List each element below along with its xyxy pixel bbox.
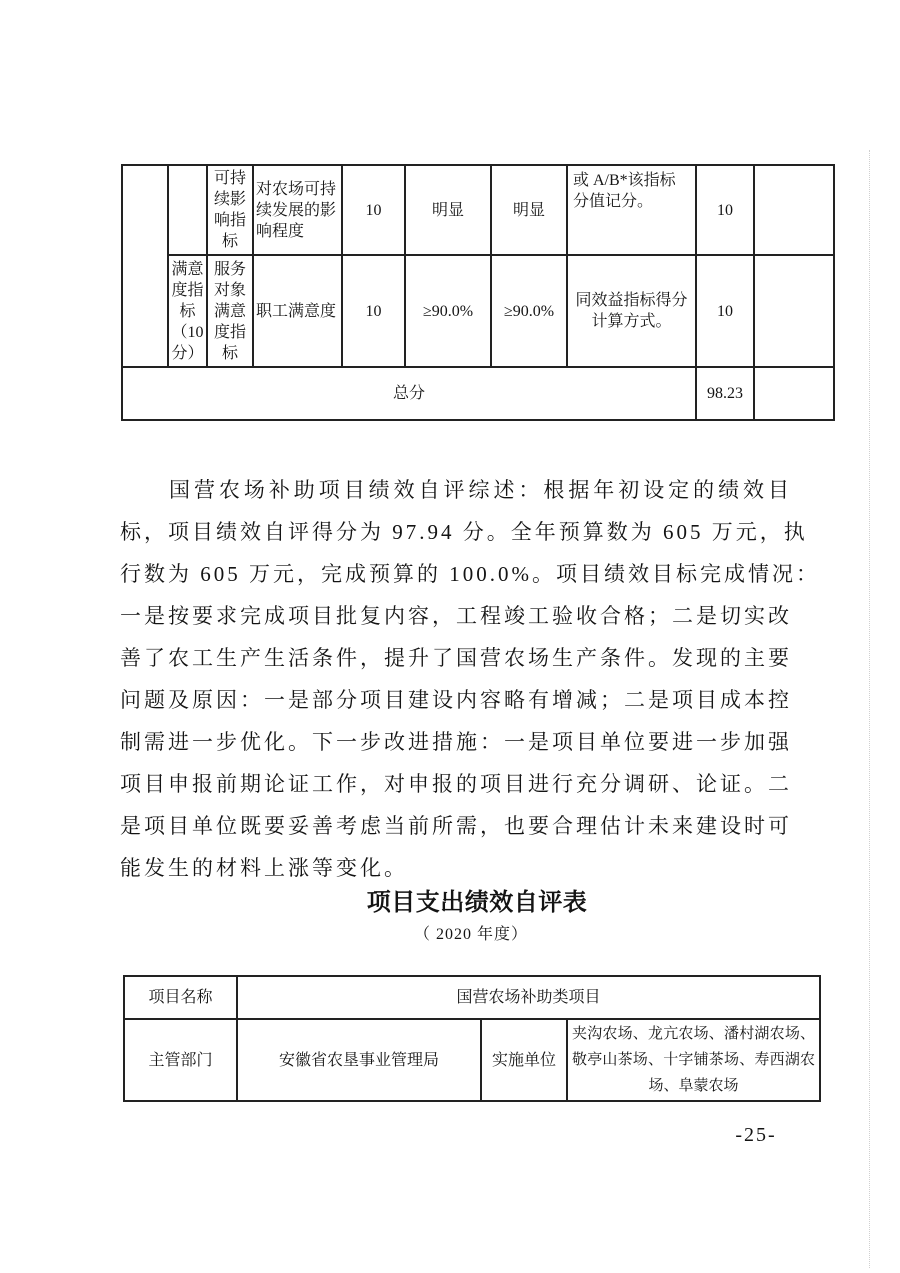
impl-value-cell: 夹沟农场、龙亢农场、潘村湖农场、敬亭山茶场、十字铺茶场、寿西湖农场、阜蒙农场 <box>567 1019 820 1101</box>
target-value-cell: ≥90.0% <box>405 255 491 367</box>
project-name-label-cell: 项目名称 <box>124 976 237 1019</box>
score-table <box>121 164 835 421</box>
remark-cell <box>754 255 834 367</box>
project-name-value-cell: 国营农场补助类项目 <box>237 976 820 1019</box>
summary-line: 制需进一步优化。下一步改进措施：一是项目单位要进一步加强 <box>120 730 792 754</box>
dept-label-cell: 主管部门 <box>124 1019 237 1101</box>
scoring-method-cell: 同效益指标得分计算方式。 <box>567 255 696 367</box>
actual-value-cell: 明显 <box>491 165 567 255</box>
dept-value-cell: 安徽省农垦事业管理局 <box>237 1019 481 1101</box>
actual-value-cell: ≥90.0% <box>491 255 567 367</box>
total-score-cell: 98.23 <box>696 367 754 420</box>
summary-line: 项目申报前期论证工作，对申报的项目进行充分调研、论证。二 <box>120 772 792 796</box>
summary-line: 一是按要求完成项目批复内容，工程竣工验收合格；二是切实改 <box>120 604 792 628</box>
total-label-cell: 总分 <box>122 367 696 420</box>
table-row <box>124 1019 820 1101</box>
score-cell: 10 <box>696 255 754 367</box>
project-info-table <box>123 975 821 1102</box>
target-value-cell: 明显 <box>405 165 491 255</box>
indicator-group-cell <box>168 165 207 255</box>
table-row <box>122 165 834 255</box>
weight-cell: 10 <box>342 255 405 367</box>
indicator-name-cell: 对农场可持续发展的影响程度 <box>253 165 342 255</box>
indicator-group-cell: 满意度指标（10分） <box>168 255 207 367</box>
impl-label-cell: 实施单位 <box>481 1019 567 1101</box>
summary-paragraph <box>120 469 820 889</box>
total-remark-cell <box>754 367 834 420</box>
summary-line: 国营农场补助项目绩效自评综述：根据年初设定的绩效目 <box>169 478 792 502</box>
summary-line: 问题及原因：一是部分项目建设内容略有增减；二是项目成本控 <box>120 688 792 712</box>
indicator-category-cell <box>122 165 168 367</box>
scoring-method-cell: 或 A/B*该指标分值记分。 <box>567 165 696 255</box>
summary-line: 善了农工生产生活条件，提升了国营农场生产条件。发现的主要 <box>120 646 792 670</box>
table-row <box>122 255 834 367</box>
eval-table-title: 项目支出绩效自评表 <box>366 889 588 916</box>
summary-line: 是项目单位既要妥善考虑当前所需，也要合理估计未来建设时可 <box>120 814 792 838</box>
page-number: -25- <box>735 1124 777 1146</box>
indicator-name-cell: 职工满意度 <box>253 255 342 367</box>
table-row <box>124 976 820 1019</box>
indicator-subgroup-cell: 服务对象满意度指标 <box>207 255 253 367</box>
remark-cell <box>754 165 834 255</box>
score-cell: 10 <box>696 165 754 255</box>
summary-line: 标，项目绩效自评得分为 97.94 分。全年预算数为 605 万元，执 <box>120 520 808 544</box>
eval-table-subtitle: （ 2020 年度） <box>413 926 528 943</box>
indicator-subgroup-cell: 可持续影响指标 <box>207 165 253 255</box>
total-row <box>122 367 834 420</box>
weight-cell: 10 <box>342 165 405 255</box>
summary-line: 能发生的材料上涨等变化。 <box>120 856 408 880</box>
summary-line: 行数为 605 万元，完成预算的 100.0%。项目绩效目标完成情况： <box>120 562 820 586</box>
scan-artifact-line <box>869 150 870 1268</box>
